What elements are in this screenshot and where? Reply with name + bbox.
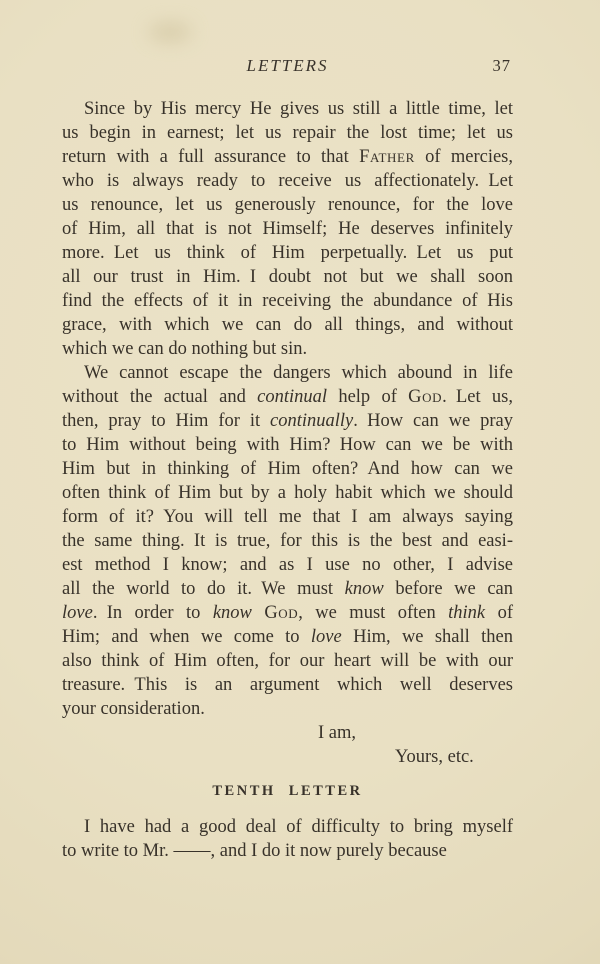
text-line <box>62 505 513 529</box>
paragraph <box>62 815 513 863</box>
text-line <box>62 649 513 673</box>
text-segment: who is always ready to receive us affectionately. Let <box>62 171 513 191</box>
text-segment: treasure. This is an argument which well deserves <box>62 675 513 695</box>
text-line <box>62 577 513 601</box>
paragraph <box>62 361 513 721</box>
text-segment: all the world to do it. We must <box>62 579 345 599</box>
text-line <box>62 337 513 361</box>
italic-text: continually <box>270 411 354 431</box>
text-segment: of Him, all that is not Himself; He deserves infinitely <box>62 219 513 239</box>
text-segment: return with a full assurance to that <box>62 147 360 167</box>
text-segment: your consideration. <box>62 699 205 719</box>
text-segment: est method I know; and as I use no other, I advise <box>62 555 513 575</box>
text-segment: grace, with which we can do all things, and without <box>62 315 513 335</box>
text-segment: Him, we shall then <box>341 627 513 647</box>
text-line <box>62 361 513 385</box>
text-segment: . Let us, <box>442 387 513 407</box>
text-segment <box>252 603 264 623</box>
text-line <box>62 457 513 481</box>
paragraph <box>62 97 513 361</box>
text-line <box>62 289 513 313</box>
text-line <box>62 121 513 145</box>
running-header <box>62 54 513 78</box>
text-line <box>62 433 513 457</box>
text-segment: I have had a good deal of difficulty to bring myself <box>84 817 513 837</box>
text-segment: us renounce, let us generously renounce, for the love <box>62 195 513 215</box>
closing-line-2: Yours, etc. <box>395 747 474 767</box>
text-segment: more. Let us think of Him perpetually. Let us put <box>62 243 513 263</box>
text-segment: of <box>485 603 513 623</box>
text-line <box>62 697 513 721</box>
text-line <box>62 673 513 697</box>
text-segment: , we must often <box>298 603 449 623</box>
text-segment: find the effects of it in receiving the abundance of His <box>62 291 513 311</box>
text-segment: the same thing. It is true, for this is the best and easi- <box>62 531 513 551</box>
italic-text: love <box>62 603 93 623</box>
text-line <box>62 145 513 169</box>
text-line <box>62 97 513 121</box>
text-segment: . How can we pray <box>353 411 513 431</box>
text-line <box>62 529 513 553</box>
text-line <box>62 553 513 577</box>
text-line <box>62 839 513 863</box>
ink-smudge <box>148 22 192 42</box>
text-segment: also think of Him often, for our heart will be with our <box>62 651 513 671</box>
text-segment: Him but in thinking of Him often? And how can we <box>62 459 513 479</box>
italic-text: know <box>344 579 384 599</box>
page-title: LETTERS <box>246 56 329 75</box>
smallcaps-text: Father <box>359 147 415 167</box>
text-segment: which we can do nothing but sin. <box>62 339 308 359</box>
text-line <box>62 169 513 193</box>
text-line <box>62 217 513 241</box>
text-segment: to Him without being with Him? How can we be with <box>62 435 513 455</box>
text-segment: help of <box>327 387 409 407</box>
text-segment: then, pray to Him for it <box>62 411 271 431</box>
text-segment: form of it? You will tell me that I am always saying <box>62 507 513 527</box>
text-segment: often think of Him but by a holy habit which we should <box>62 483 513 503</box>
text-segment: . In order to <box>92 603 213 623</box>
text-segment: We cannot escape the dangers which abound in life <box>84 363 513 383</box>
text-segment: Since by His mercy He gives us still a little time, let <box>84 99 513 119</box>
italic-text: continual <box>257 387 328 407</box>
text-line <box>62 265 513 289</box>
text-line <box>62 601 513 625</box>
text-line <box>62 385 513 409</box>
closing-line-1: I am, <box>318 723 357 743</box>
smallcaps-text: God <box>408 387 443 407</box>
text-segment: without the actual and <box>62 387 258 407</box>
text-line <box>62 409 513 433</box>
italic-text: know <box>212 603 252 623</box>
text-line <box>62 241 513 265</box>
text-line <box>62 313 513 337</box>
text-line <box>62 625 513 649</box>
section-heading: TENTH LETTER <box>212 783 363 799</box>
text-line <box>62 481 513 505</box>
italic-text: love <box>310 627 342 647</box>
page-body <box>62 97 513 863</box>
text-segment: before we can <box>383 579 513 599</box>
text-segment: of mercies, <box>414 147 514 167</box>
text-segment: to write to Mr. ——, and I do it now purely because <box>62 841 447 861</box>
text-segment: Him; and when we come to <box>62 627 311 647</box>
text-line <box>62 193 513 217</box>
smallcaps-text: God <box>264 603 299 623</box>
page-number: 37 <box>492 56 511 75</box>
text-segment: all our trust in Him. I doubt not but we shall soon <box>62 267 513 287</box>
text-segment: us begin in earnest; let us repair the lost time; let us <box>62 123 513 143</box>
italic-text: think <box>448 603 486 623</box>
text-line <box>62 815 513 839</box>
